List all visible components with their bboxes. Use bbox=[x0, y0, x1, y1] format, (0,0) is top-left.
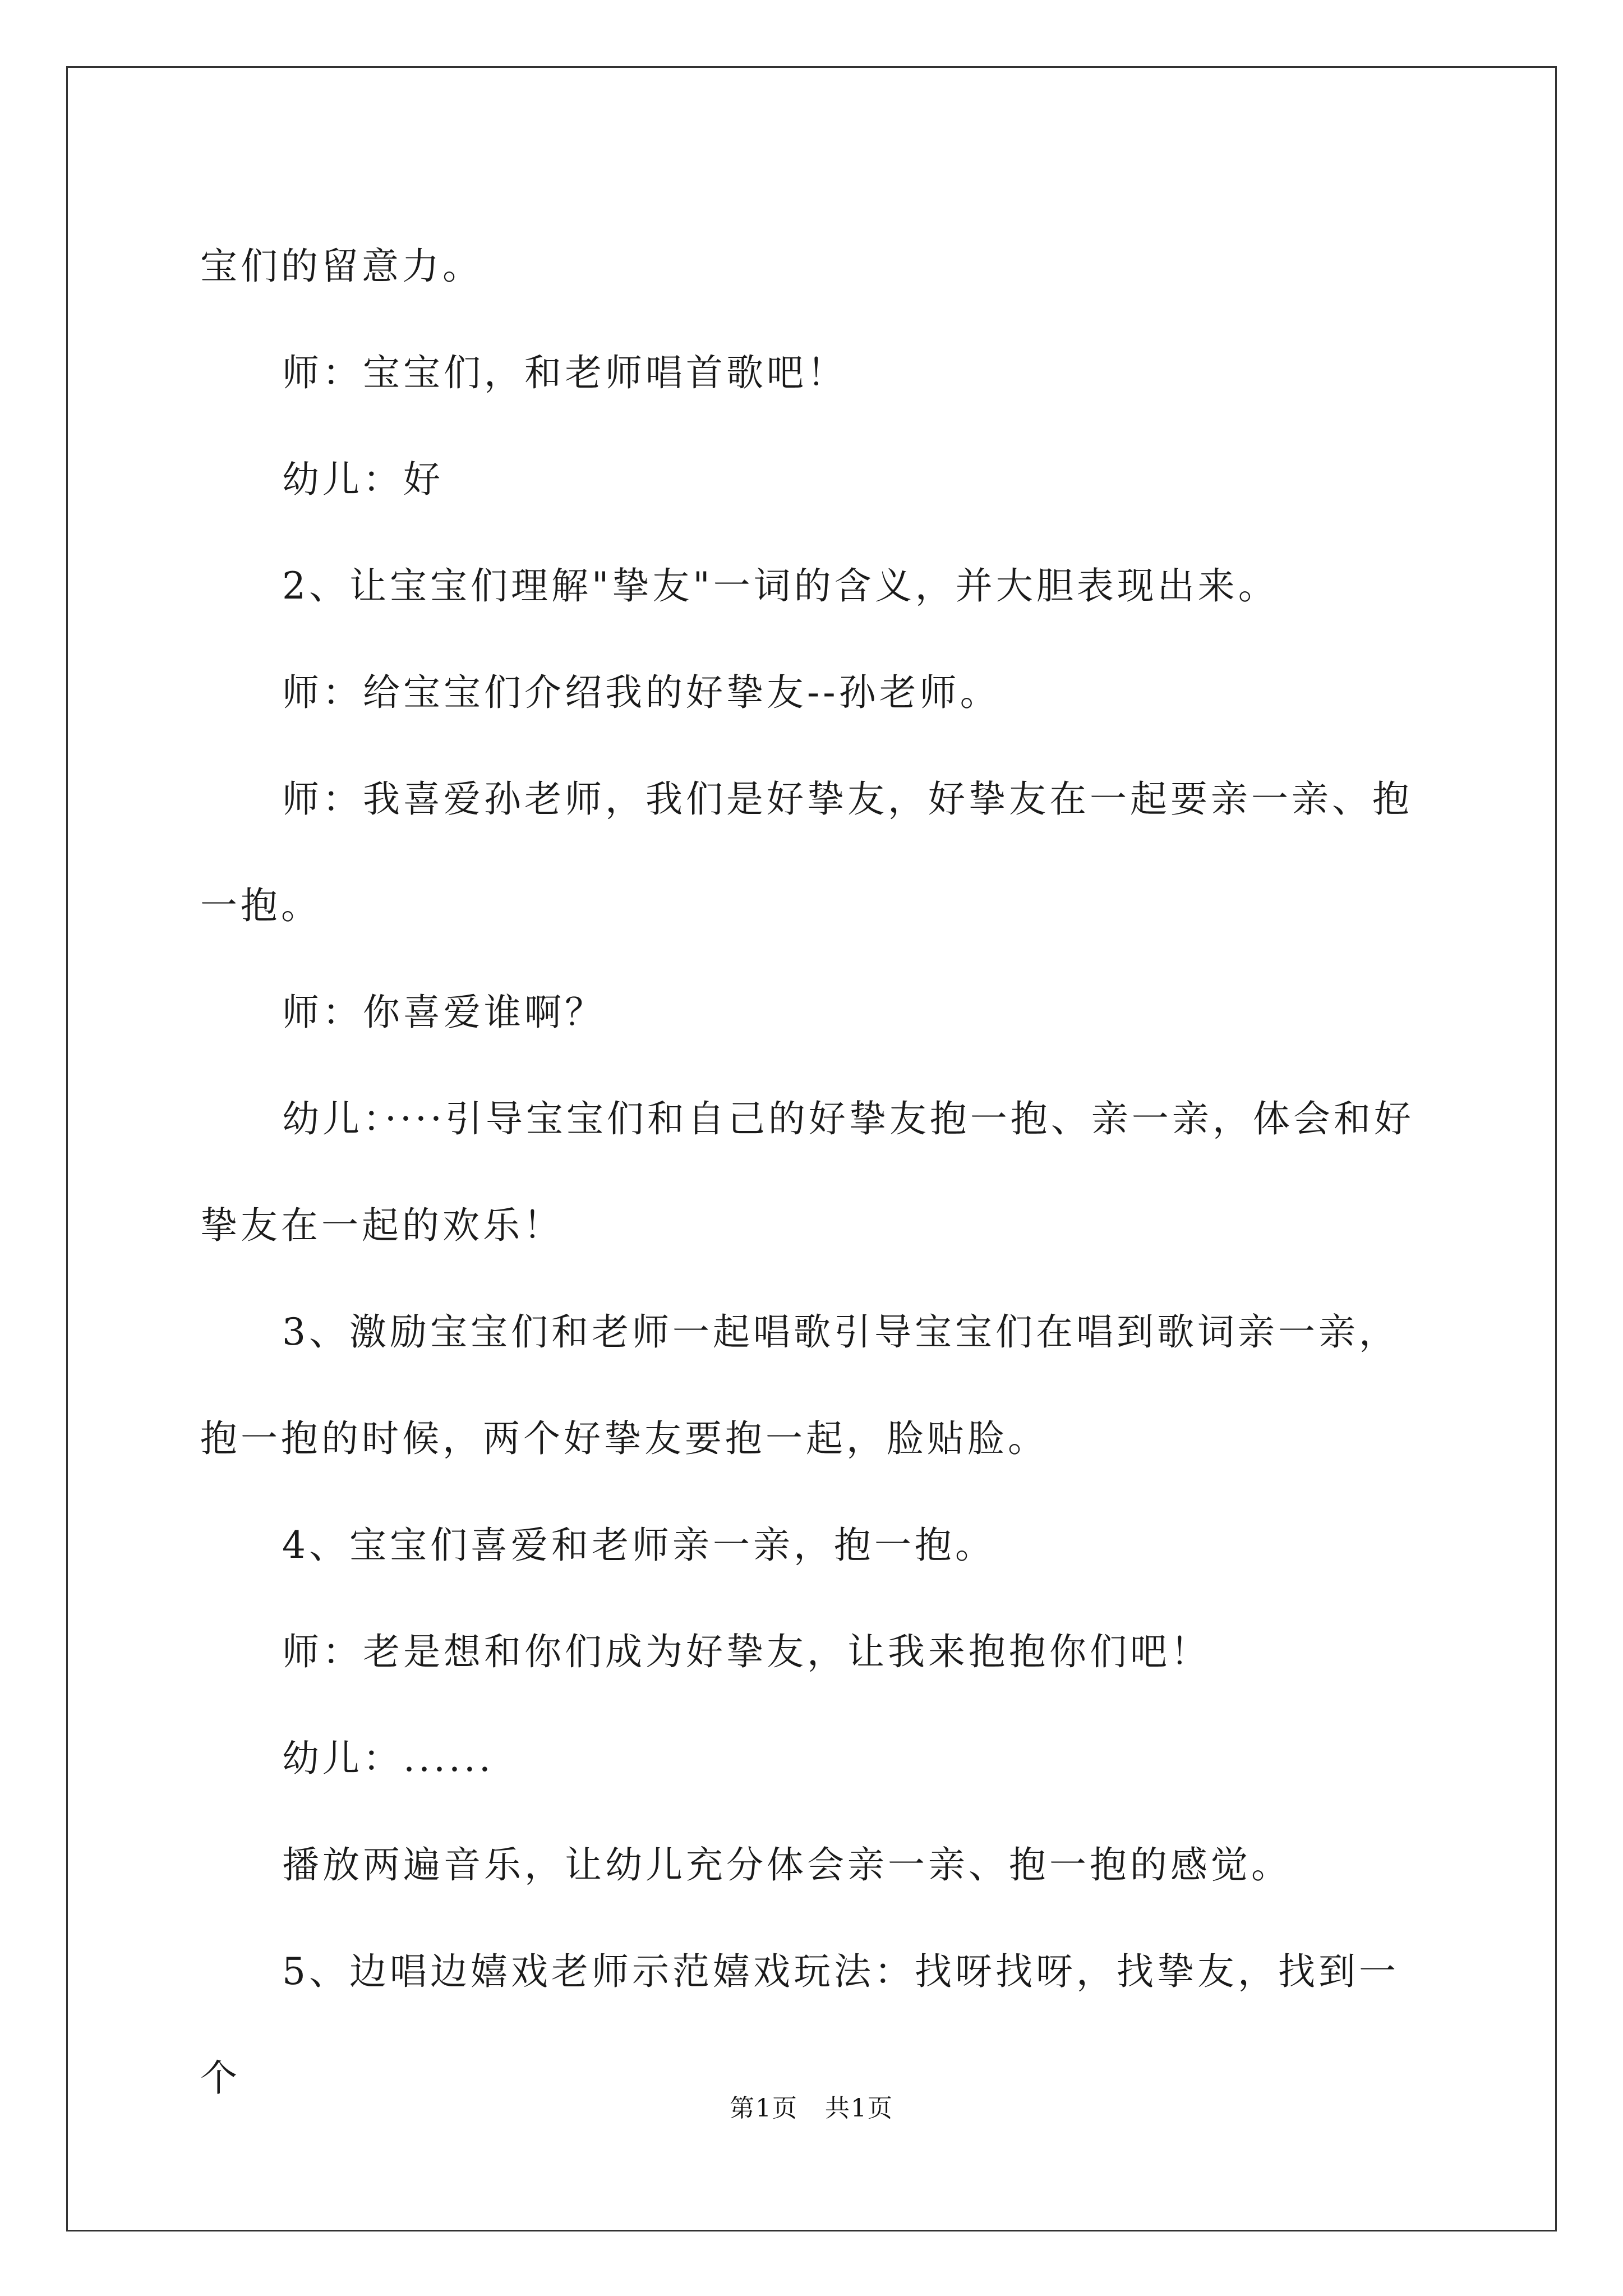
paragraph: 幼儿：...... bbox=[282, 1737, 494, 1780]
paragraph: 4、宝宝们喜爱和老师亲一亲，抱一抱。 bbox=[282, 1524, 995, 1567]
paragraph: 师：你喜爱谁啊？ bbox=[282, 991, 605, 1034]
paragraph: 师：老是想和你们成为好挚友，让我来抱抱你们吧！ bbox=[282, 1630, 1211, 1673]
paragraph: 宝们的留意力。 bbox=[200, 245, 483, 288]
paragraph: 播放两遍音乐，让幼儿充分体会亲一亲、抱一抱的感觉。 bbox=[282, 1843, 1292, 1887]
paragraph: 师：我喜爱孙老师，我们是好挚友，好挚友在一起要亲一亲、抱一抱。 bbox=[200, 777, 1413, 927]
paragraph: 师：宝宝们，和老师唱首歌吧！ bbox=[282, 351, 847, 394]
paragraph: 幼儿：····引导宝宝们和自己的好挚友抱一抱、亲一亲，体会和好挚友在一起的欢乐！ bbox=[200, 1097, 1414, 1247]
document-body bbox=[200, 213, 1423, 2132]
page-total: 共1页 bbox=[825, 2094, 893, 2123]
page-number: 第1页 bbox=[730, 2094, 798, 2123]
paragraph: 幼儿：好 bbox=[282, 458, 444, 501]
paragraph: 3、激励宝宝们和老师一起唱歌引导宝宝们在唱到歌词亲一亲，抱一抱的时候，两个好挚友要抱一起，脸贴脸。 bbox=[200, 1310, 1399, 1460]
page-footer bbox=[0, 2088, 1623, 2124]
paragraph: 2、让宝宝们理解"挚友"一词的含义，并大胆表现出来。 bbox=[282, 564, 1279, 608]
paragraph: 5、边唱边嬉戏老师示范嬉戏玩法：找呀找呀，找挚友，找到一个 bbox=[200, 1950, 1399, 2100]
paragraph: 师：给宝宝们介绍我的好挚友--孙老师。 bbox=[282, 671, 1000, 714]
